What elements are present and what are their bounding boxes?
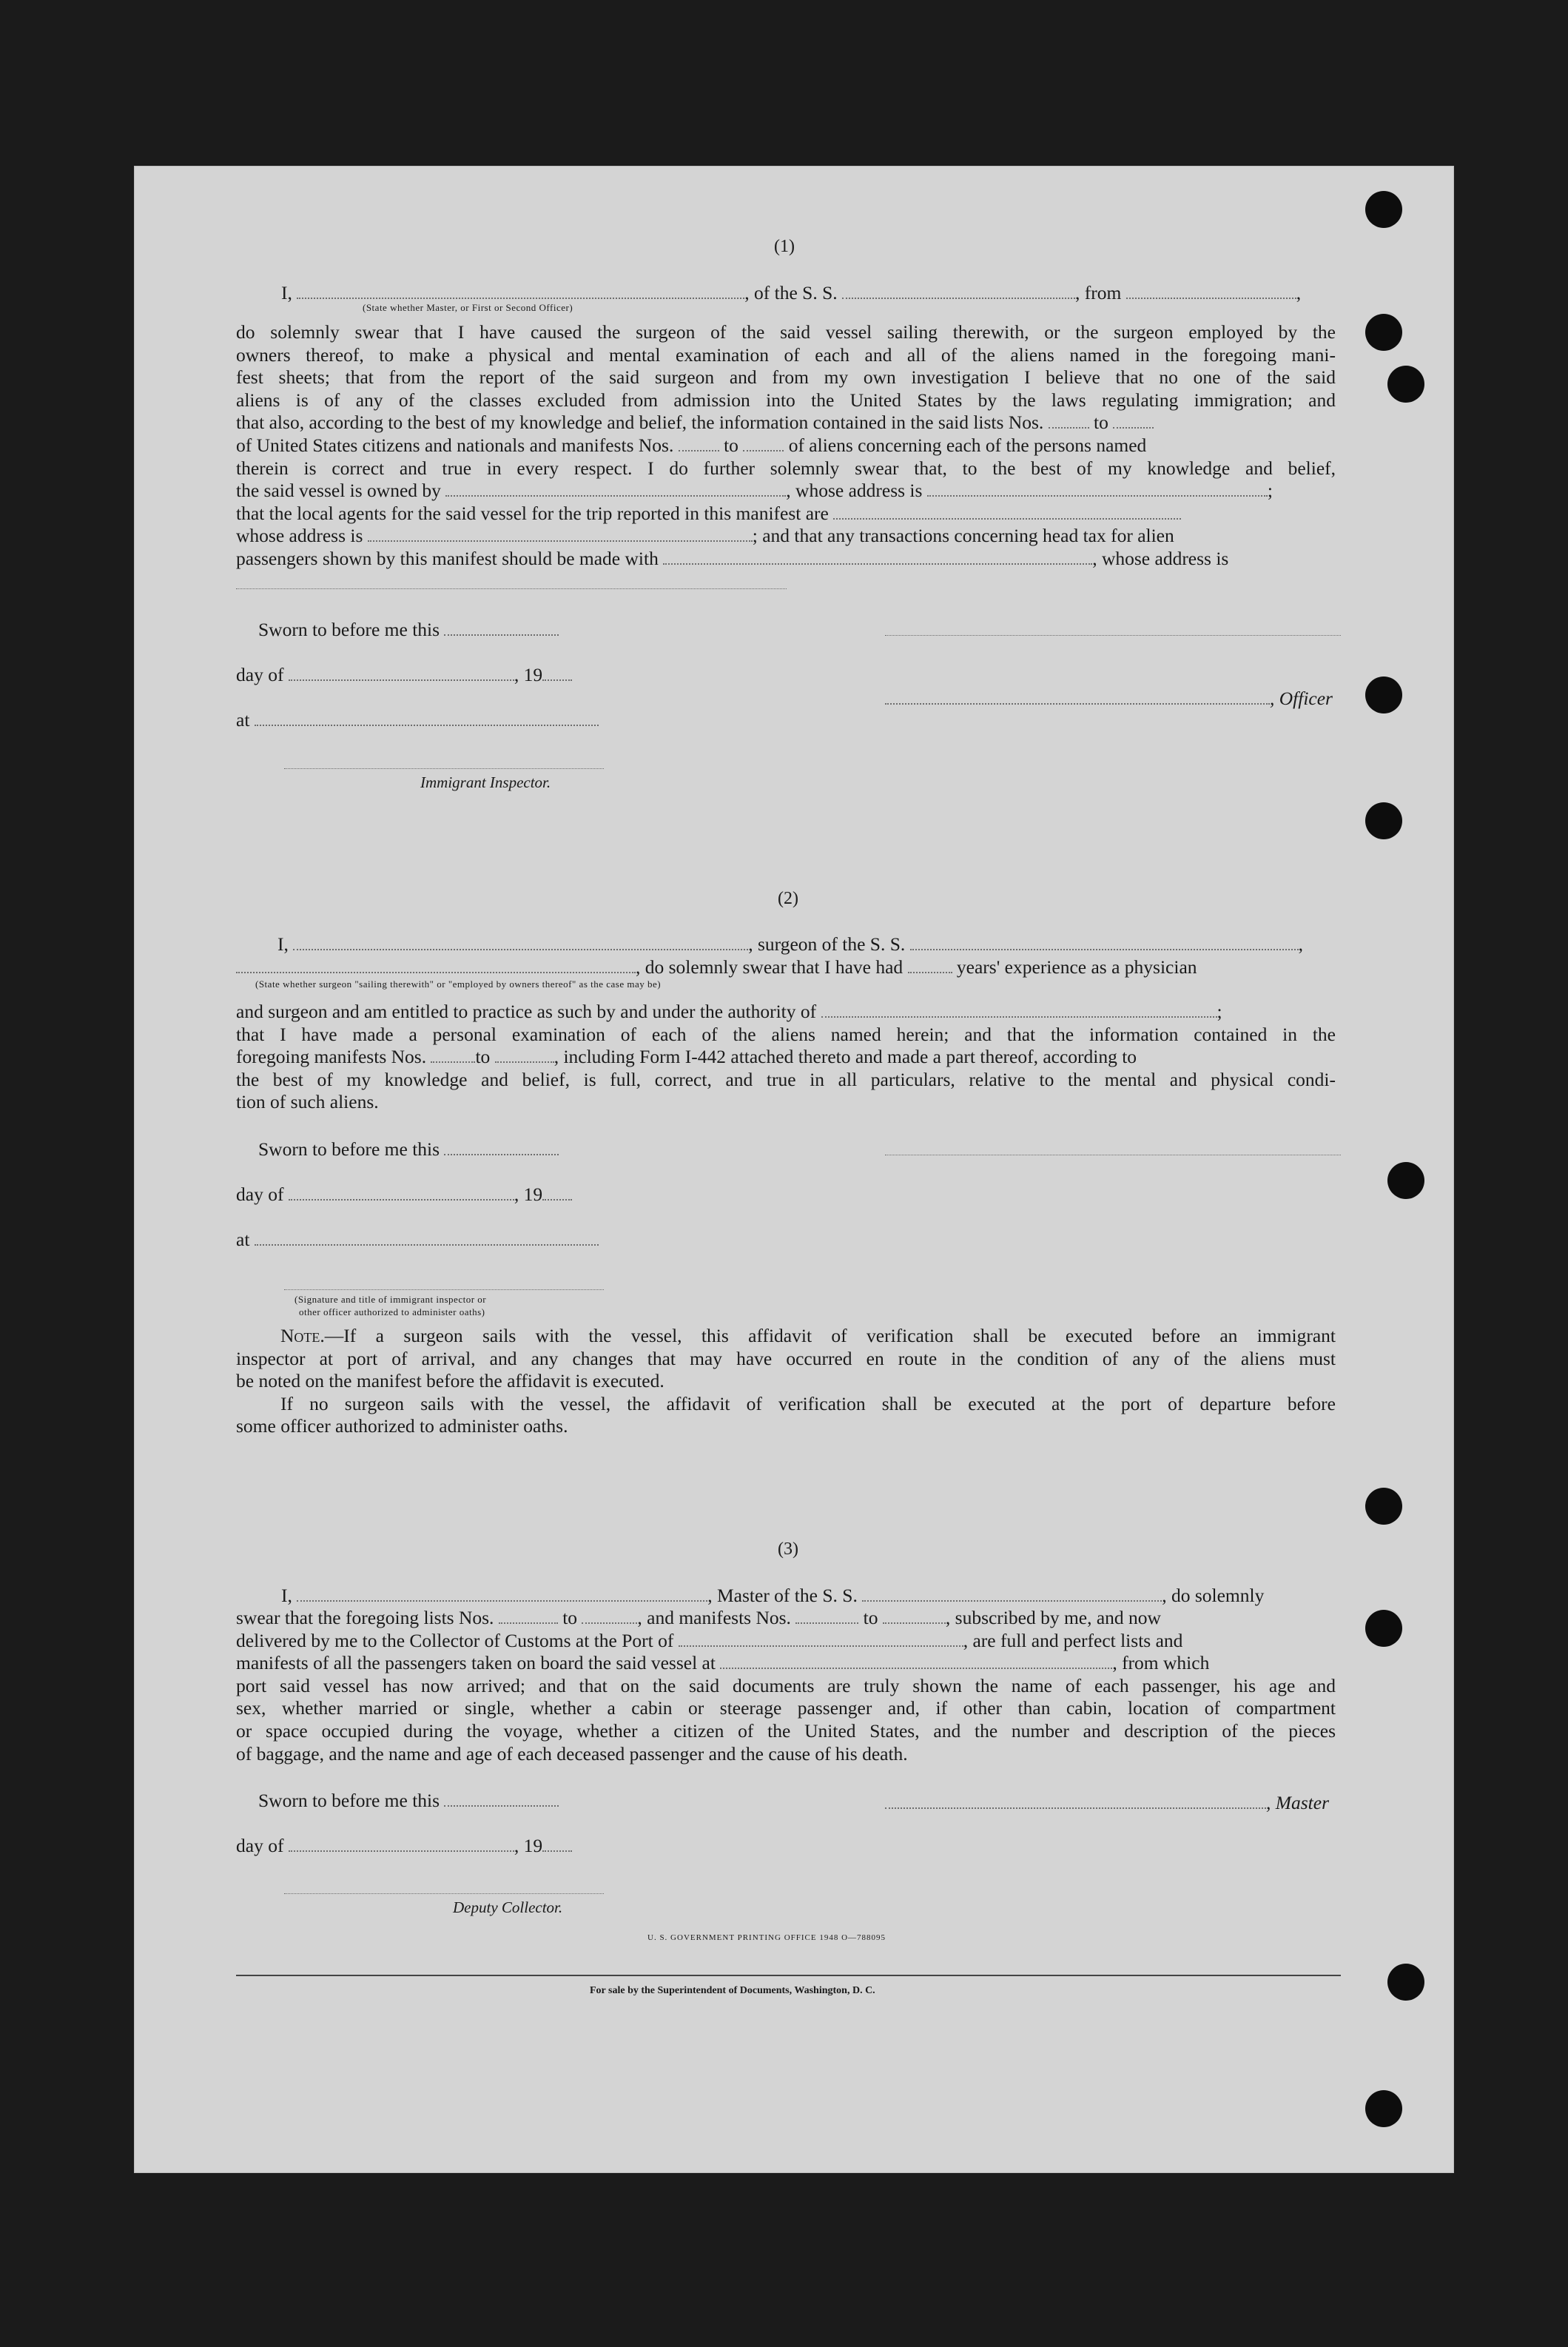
- lists-from-field[interactable]: [1049, 414, 1089, 429]
- lists-to-field[interactable]: [1113, 414, 1154, 429]
- note-paragraph: Note.—If a surgeon sails with the vessel, this affidavit of verification shall be executed before an immigrant inspector at port of arrival, and any changes that may have occurred en route in the condition of any of the aliens must be noted on the manifest before the affidavit is executed. If no surgeon sails with the vessel, the affidavit of verification shall be executed at the port of departure before some officer authorized to administer oaths.: [236, 1325, 1336, 1437]
- owner-field[interactable]: [445, 482, 786, 497]
- sworn-line-1: Sworn to before me this: [258, 618, 559, 641]
- agents-address-field[interactable]: [368, 527, 753, 542]
- year-field-2[interactable]: [542, 1186, 572, 1201]
- year-field-3[interactable]: [542, 1837, 572, 1852]
- master-lists-to-field[interactable]: [582, 1609, 637, 1624]
- inspector-signature-field[interactable]: [284, 768, 604, 769]
- surgeon-vessel-field[interactable]: [910, 936, 1299, 950]
- manifests-from-field[interactable]: [679, 437, 719, 451]
- head-tax-address-field[interactable]: [236, 588, 787, 589]
- surgeon-name-field[interactable]: [293, 936, 748, 950]
- punch-hole: [1365, 191, 1402, 228]
- years-experience-field[interactable]: [908, 958, 952, 973]
- at-line-1: at: [236, 708, 599, 731]
- collector-signature-field[interactable]: [284, 1893, 604, 1894]
- printing-office-line: U. S. GOVERNMENT PRINTING OFFICE 1948 O—788095: [647, 1933, 886, 1942]
- officer-signature-field[interactable]: [885, 635, 1341, 636]
- punch-hole: [1365, 314, 1402, 351]
- master-manifests-from-field[interactable]: [795, 1609, 858, 1624]
- punch-hole: [1365, 2090, 1402, 2127]
- day-of-line-1: day of , 19: [236, 663, 572, 686]
- officer-line: , Officer: [885, 687, 1333, 710]
- at-place-field-2[interactable]: [255, 1231, 599, 1246]
- officer-title-field[interactable]: [885, 690, 1270, 705]
- punch-hole: [1365, 1610, 1402, 1647]
- officer-caption: (State whether Master, or First or Second Officer): [363, 302, 573, 313]
- master-signature-line: , Master: [885, 1791, 1329, 1814]
- manifests-to-field[interactable]: [743, 437, 784, 451]
- agents-field[interactable]: [833, 505, 1181, 520]
- for-sale-line: For sale by the Superintendent of Documents, Washington, D. C.: [590, 1985, 875, 1996]
- surgeon-manifests-to-field[interactable]: [495, 1048, 554, 1063]
- at-place-field[interactable]: [255, 711, 599, 726]
- punch-hole: [1387, 1162, 1424, 1199]
- deputy-collector-label: Deputy Collector.: [453, 1898, 563, 1916]
- year-field[interactable]: [542, 666, 572, 681]
- section-3-body: swear that the foregoing lists Nos. to , and manifests Nos. to , subscribed by me, and now delivered by me to the Collector of Customs at the Port of , are full and perfect lists and manifests of all the passengers taken on board the said vessel at , from which port said vessel has now arrived; and that on the said documents are truly shown the name of each passenger, his age and sex, whether married or single, whether a cabin or steerage passenger and, if other than cabin, location of compartment or space occupied during the voyage, whether a citizen of the United States, and the number and description of the pieces of baggage, and the name and age of each deceased passenger and the cause of his death.: [236, 1607, 1336, 1765]
- section-3-first-line: I, , Master of the S. S. , do solemnly: [281, 1585, 1265, 1606]
- section-2-number: (2): [778, 889, 798, 908]
- sworn-line-3: Sworn to before me this: [258, 1789, 559, 1812]
- section-3-number: (3): [778, 1540, 798, 1559]
- sig-caption-2: other officer authorized to administer oaths): [299, 1306, 485, 1317]
- sworn-date-field-2[interactable]: [444, 1141, 559, 1155]
- section-2-first-line: I, , surgeon of the S. S. ,: [277, 933, 1304, 955]
- immigrant-inspector-label: Immigrant Inspector.: [420, 773, 551, 791]
- port-field[interactable]: [679, 1632, 963, 1647]
- sig-caption-1: (Signature and title of immigrant inspector or: [295, 1294, 487, 1305]
- punch-hole: [1387, 1964, 1424, 2001]
- sworn-line-2: Sworn to before me this: [258, 1138, 559, 1161]
- owner-address-field[interactable]: [927, 482, 1268, 497]
- inspector-signature-field-2[interactable]: [284, 1289, 604, 1290]
- master-signature-field[interactable]: [885, 1794, 1266, 1809]
- section-1-body: do solemnly swear that I have caused the surgeon of the said vessel sailing therewith, or the surgeon employed by the owners thereof, to make a physical and mental examination of each and all of the aliens named in the foregoing mani- fest sheets; that from the report of the said surgeon and from my own investigation I believe that no one of the said aliens is of any of the classes excluded from admission into the United States by the laws regulating immigration; and that also, according to the best of my knowledge and belief, the information contained in the said lists Nos. to of United States citizens and nationals and manifests Nos. to of aliens concerning each of the persons named therein is correct and true in every respect. I do further solemnly swear that, to the best of my knowledge and belief, the said vessel is owned by , whose address is ; that the local agents for the said vessel for the trip reported in this manifest are whose address is ; and that any transactions concerning head tax for alien passengers shown by this manifest should be made with , whose address is: [236, 321, 1336, 569]
- punch-hole: [1365, 676, 1402, 713]
- punch-hole: [1365, 1488, 1402, 1525]
- section-1-first-line: I, , of the S. S. , from ,: [281, 282, 1302, 303]
- surgeon-capacity-field[interactable]: [236, 958, 636, 973]
- day-of-field-2[interactable]: [289, 1186, 514, 1201]
- sworn-date-field[interactable]: [444, 621, 559, 636]
- master-lists-from-field[interactable]: [499, 1609, 558, 1624]
- section-2-body: and surgeon and am entitled to practice as such by and under the authority of ; that I have made a personal examination of each of the aliens named herein; and that the information contained in the foregoing manifests Nos. to , including Form I-442 attached thereto and made a part thereof, according to the best of my knowledge and belief, is full, correct, and true in all particulars, relative to the mental and physical condi- tion of such aliens.: [236, 1001, 1336, 1113]
- day-of-line-3: day of , 19: [236, 1834, 572, 1857]
- master-manifests-to-field[interactable]: [883, 1609, 946, 1624]
- vessel-name-field[interactable]: [842, 284, 1075, 299]
- surgeon-caption: (State whether surgeon "sailing therewith" or "employed by owners thereof" as the case may be): [255, 978, 662, 990]
- head-tax-party-field[interactable]: [663, 550, 1092, 565]
- master-name-field[interactable]: [297, 1587, 707, 1602]
- officer-name-field[interactable]: [297, 284, 744, 299]
- master-vessel-field[interactable]: [862, 1587, 1162, 1602]
- day-of-field-3[interactable]: [289, 1837, 514, 1852]
- at-line-2: at: [236, 1228, 599, 1251]
- authority-field[interactable]: [821, 1003, 1217, 1018]
- section-1-number: (1): [774, 237, 795, 256]
- punch-hole: [1387, 366, 1424, 403]
- day-of-line-2: day of , 19: [236, 1183, 572, 1206]
- day-of-field[interactable]: [289, 666, 514, 681]
- footer-rule: [236, 1975, 1341, 1976]
- sworn-date-field-3[interactable]: [444, 1792, 559, 1807]
- section-2-second-line: , do solemnly swear that I have had years' experience as a physician: [236, 956, 1197, 978]
- embark-port-field[interactable]: [720, 1654, 1112, 1669]
- punch-hole: [1365, 802, 1402, 839]
- surgeon-manifests-from-field[interactable]: [431, 1048, 475, 1063]
- from-port-field[interactable]: [1126, 284, 1296, 299]
